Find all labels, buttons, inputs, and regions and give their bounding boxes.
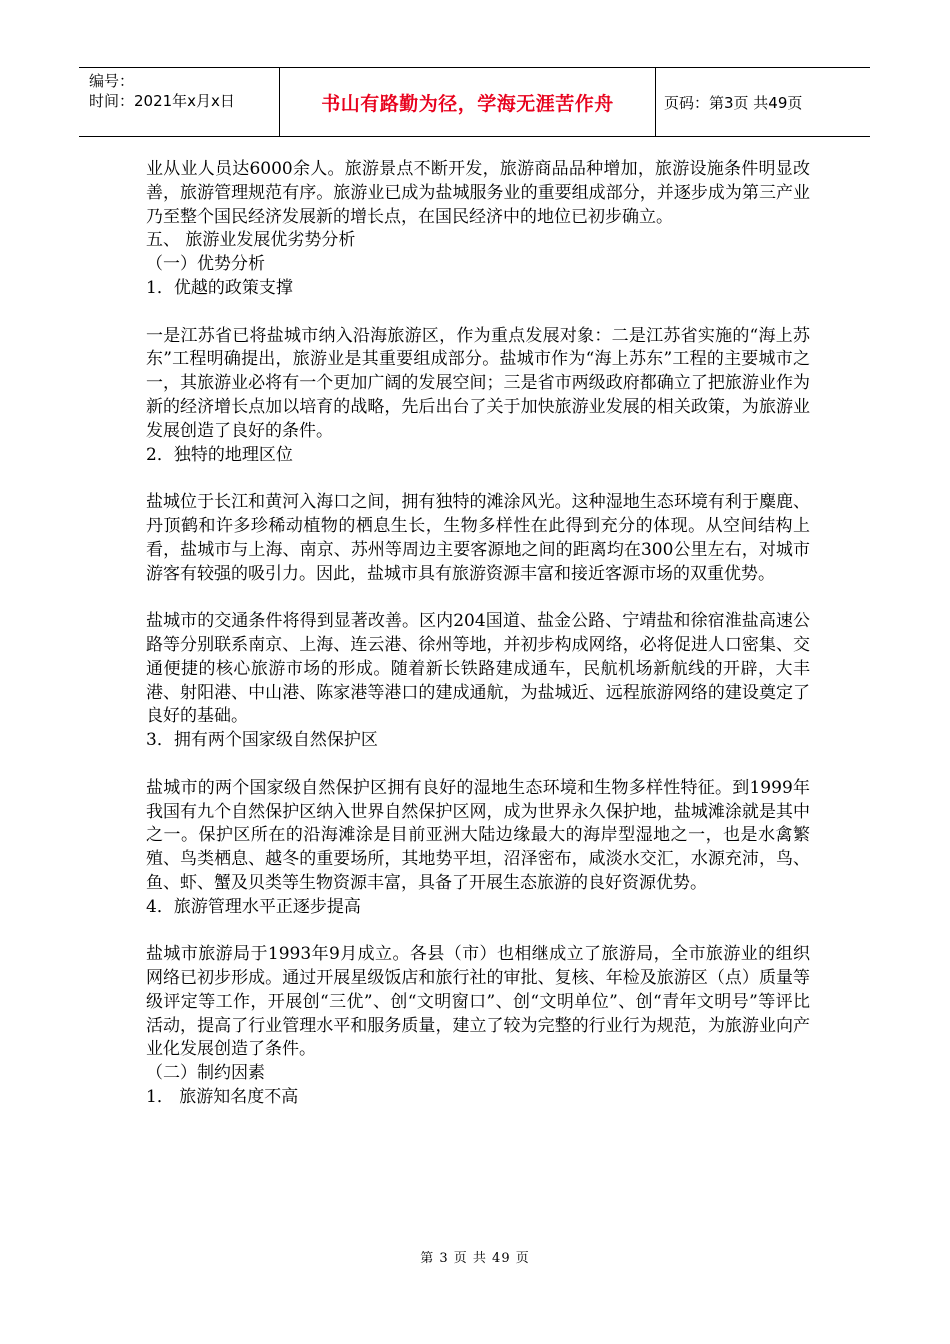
paragraph: 一是江苏省已将盐城市纳入沿海旅游区，作为重点发展对象：二是江苏省实施的“海上苏东”工程明确提出，旅游业是其重要组成部分。盐城市作为“海上苏东”工程的主要城市之一，其旅游业必将有一个更加广阔的发展空间；三是省市两级政府都确立了把旅游业作为新的经济增长点加以培育的战略，先后出台了关于加快旅游业发展的相关政策，为旅游业发展创造了良好的条件。 — [146, 325, 810, 441]
item-heading: 1． 旅游知名度不高 — [146, 1087, 299, 1108]
paragraph: 盐城市的两个国家级自然保护区拥有良好的湿地生态环境和生物多样性特征。到1999年我国有九个自然保护区纳入世界自然保护区网，成为世界永久保护地，盐城滩涂就是其中之一。保护区所在的沿海滩涂是目前亚洲大陆边缘最大的海岸型湿地之一，也是水禽繁殖、鸟类栖息、越冬的重要场所，其地势平坦，沼泽密布，咸淡水交汇，水源充沛，鸟、鱼、虾、蟹及贝类等生物资源丰富，具备了开展生态旅游的良好资源优势。 — [146, 777, 810, 893]
page-footer: 第 3 页 共 49 页 — [420, 1251, 530, 1266]
subsection-heading: （一）优势分析 — [146, 254, 265, 275]
header-page-info: 页码：第3页 共49页 — [664, 93, 803, 112]
header-meta — [79, 68, 280, 136]
paragraph: 业从业人员达6000余人。旅游景点不断开发，旅游商品品种增加，旅游设施条件明显改善，旅游管理规范有序。旅游业已成为盐城服务业的重要组成部分，并逐步成为第三产业乃至整个国民经济发展新的增长点，在国民经济中的地位已初步确立。 — [146, 159, 810, 227]
paragraph: 盐城市的交通条件将得到显著改善。区内204国道、盐金公路、宁靖盐和徐宿淮盐高速公路等分别联系南京、上海、连云港、徐州等地，并初步构成网络，必将促进人口密集、交通便捷的核心旅游市场的形成。随着新长铁路建成通车，民航机场新航线的开辟，大丰港、射阳港、中山港、陈家港等港口的建成通航，为盐城近、远程旅游网络的建设奠定了良好的基础。 — [146, 611, 810, 727]
page-header — [79, 67, 870, 137]
serial-number-label: 编号： — [89, 72, 135, 90]
paragraph: 盐城位于长江和黄河入海口之间，拥有独特的滩涂风光。这种湿地生态环境有利于麋鹿、丹顶鹤和许多珍稀动植物的栖息生长，生物多样性在此得到充分的体现。从空间结构上看，盐城市与上海、南京、苏州等周边主要客源地之间的距离均在300公里左右，对城市游客有较强的吸引力。因此，盐城市具有旅游资源丰富和接近客源市场的双重优势。 — [146, 492, 810, 584]
subsection-heading: （二）制约因素 — [146, 1063, 265, 1084]
paragraph: 盐城市旅游局于1993年9月成立。各县（市）也相继成立了旅游局，全市旅游业的组织网络已初步形成。通过开展星级饭店和旅行社的审批、复核、年检及旅游区（点）质量等级评定等工作，开展创“三优”、创“文明窗口”、创“文明单位”、创“青年文明号”等评比活动，提高了行业管理水平和服务质量，建立了较为完整的行业行为规范，为旅游业向产业化发展创造了条件。 — [146, 944, 810, 1060]
item-heading: 4．旅游管理水平正逐步提高 — [146, 896, 361, 917]
date-label: 时间：2021年x月x日 — [89, 92, 235, 110]
header-motto: 书山有路勤为径，学海无涯苦作舟 — [280, 68, 656, 136]
item-heading: 2．独特的地理区位 — [146, 444, 293, 465]
section-heading: 五、 旅游业发展优劣势分析 — [146, 230, 356, 251]
item-heading: 3．拥有两个国家级自然保护区 — [146, 730, 378, 751]
item-heading: 1．优越的政策支撑 — [146, 277, 293, 298]
document-body — [146, 158, 810, 1110]
